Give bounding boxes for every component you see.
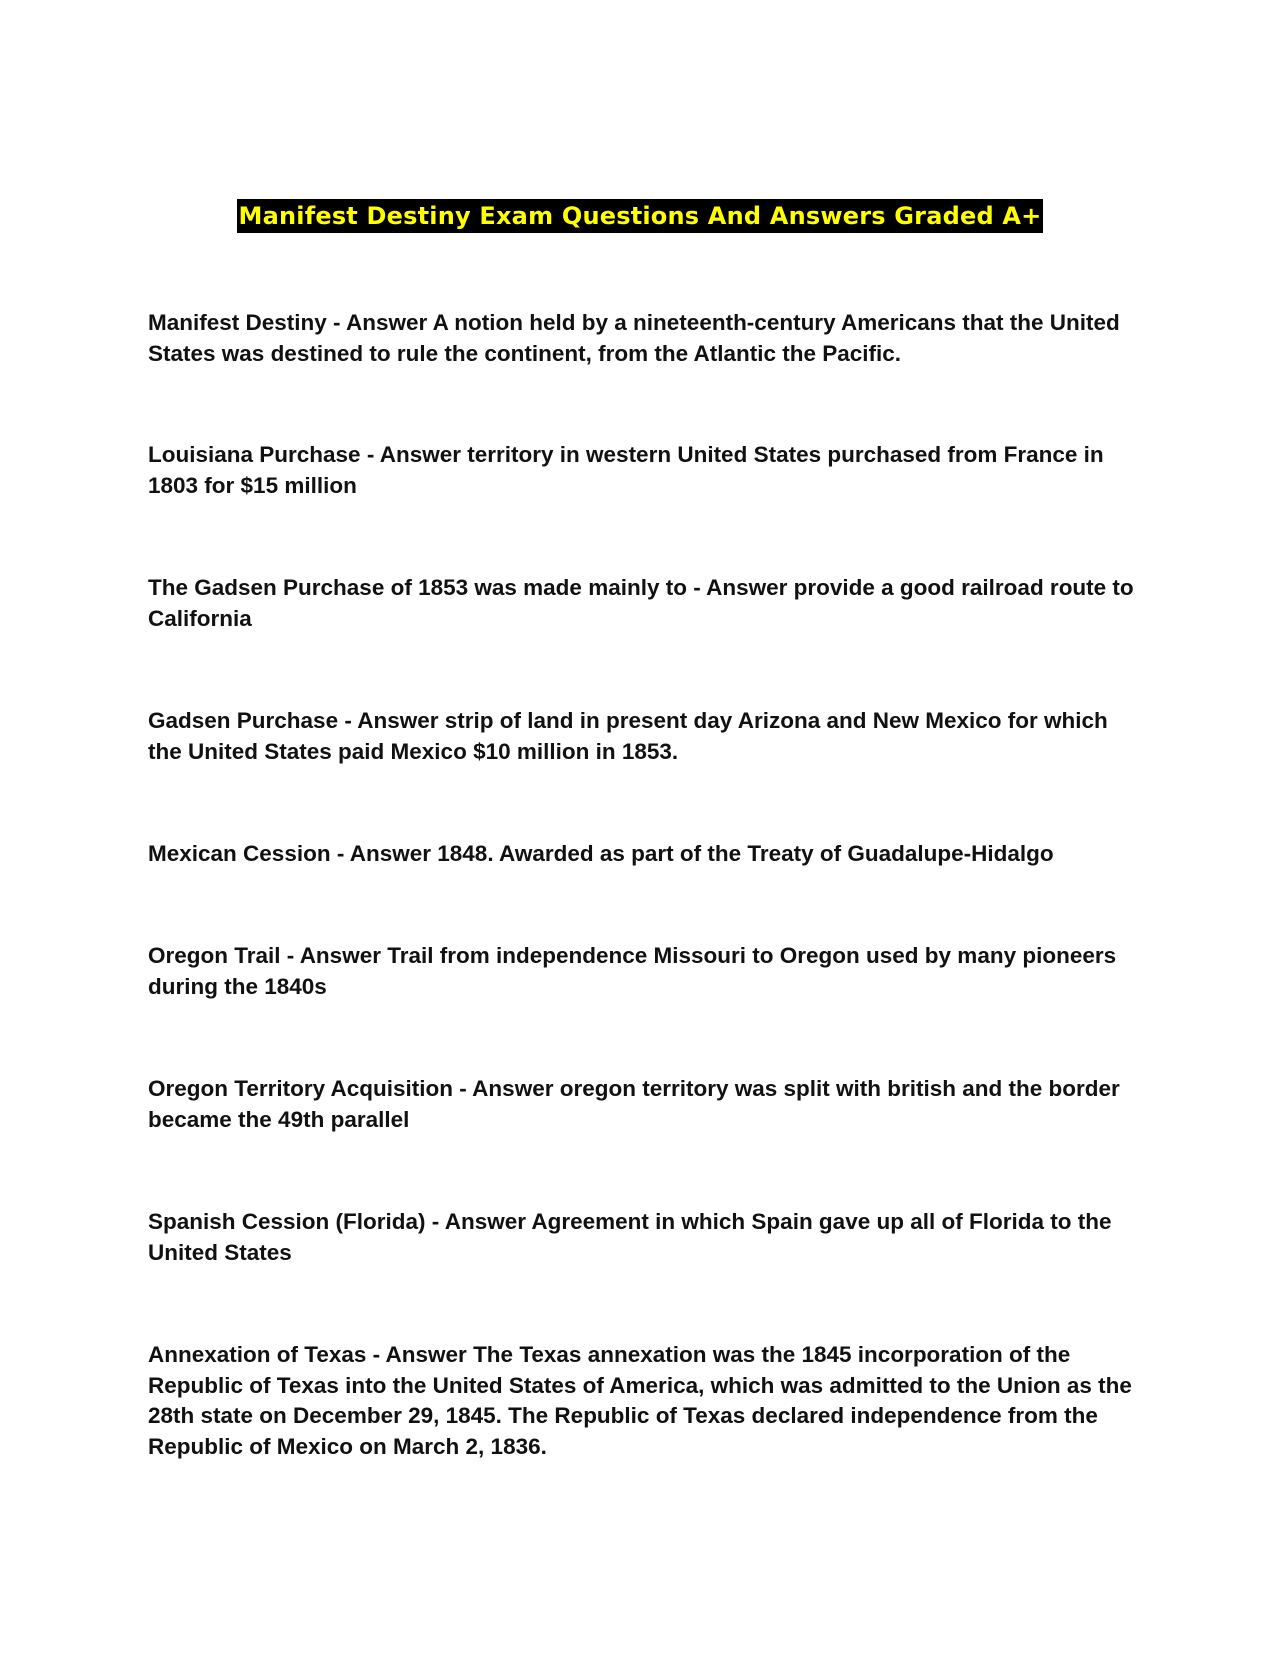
qa-item-louisiana-purchase: Louisiana Purchase - Answer territory in western United States purchased from France in 1803 for $15 million (148, 442, 1104, 498)
qa-item-oregon-territory: Oregon Territory Acquisition - Answer oregon territory was split with british and the border became the 49th parallel (148, 1076, 1120, 1132)
qa-item-annexation-of-texas: Annexation of Texas - Answer The Texas annexation was the 1845 incorporation of the Republic of Texas into the United States of America, which was admitted to the Union as the 28th state on December 29, 1845. The Republic of Texas declared independence from the Republic of Mexico on March 2, 1836. (148, 1342, 1132, 1459)
title-container (0, 199, 1280, 233)
qa-item-gadsen-purchase-purpose: The Gadsen Purchase of 1853 was made mainly to - Answer provide a good railroad route to California (148, 575, 1134, 631)
qa-item-gadsen-purchase: Gadsen Purchase - Answer strip of land in present day Arizona and New Mexico for which the United States paid Mexico $10 million in 1853. (148, 708, 1108, 764)
page-title: Manifest Destiny Exam Questions And Answers Graded A+ (237, 199, 1044, 233)
qa-item-mexican-cession: Mexican Cession - Answer 1848. Awarded as part of the Treaty of Guadalupe-Hidalgo (148, 841, 1054, 866)
qa-item-spanish-cession: Spanish Cession (Florida) - Answer Agreement in which Spain gave up all of Florida to the United States (148, 1209, 1112, 1265)
qa-item-manifest-destiny: Manifest Destiny - Answer A notion held by a nineteenth-century Americans that the United States was destined to rule the continent, from the Atlantic the Pacific. (148, 310, 1120, 366)
qa-item-oregon-trail: Oregon Trail - Answer Trail from independence Missouri to Oregon used by many pioneers during the 1840s (148, 943, 1117, 999)
